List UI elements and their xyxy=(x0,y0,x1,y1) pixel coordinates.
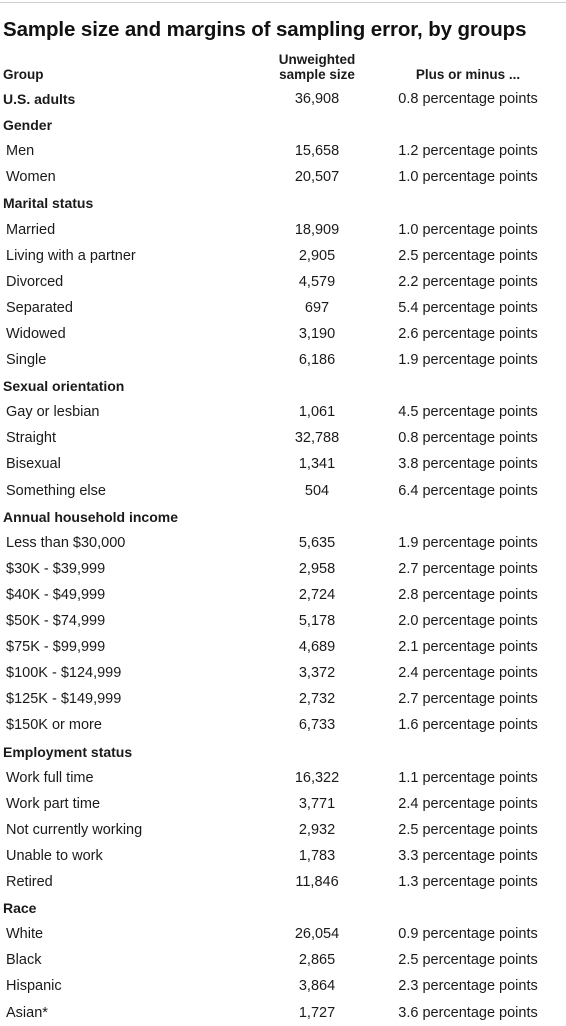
sample-size-value: 3,372 xyxy=(298,665,336,682)
margin-of-error-value: 1.9 percentage points xyxy=(398,534,538,551)
section-header xyxy=(0,739,566,765)
margin-of-error-value: 1.9 percentage points xyxy=(398,352,538,368)
margin-of-error-value: 2.7 percentage points xyxy=(398,691,538,708)
margin-of-error-value: 2.5 percentage points xyxy=(398,952,538,969)
table-row xyxy=(0,530,566,556)
sample-size-value: 20,507 xyxy=(294,169,340,186)
column-header-group: Group xyxy=(3,67,44,82)
margin-of-error-value: 6.4 percentage points xyxy=(398,482,538,499)
sample-size-value: 18,909 xyxy=(294,221,340,238)
group-label: Straight xyxy=(6,430,56,447)
table-row xyxy=(0,164,566,190)
margin-of-error-value: 2.5 percentage points xyxy=(398,247,538,264)
group-label: $125K - $149,999 xyxy=(6,691,122,708)
table-row xyxy=(0,425,566,451)
column-header-sample-size xyxy=(247,52,387,82)
group-label: Separated xyxy=(6,299,73,316)
section-header xyxy=(0,112,566,138)
margin-of-error-value: 1.3 percentage points xyxy=(398,874,538,890)
table-row xyxy=(0,634,566,660)
margin-of-error-value: 5.4 percentage points xyxy=(398,299,538,316)
section-header xyxy=(0,190,566,216)
table-row xyxy=(0,947,566,973)
table-row xyxy=(0,582,566,608)
table-row xyxy=(0,556,566,582)
sample-size-value: 697 xyxy=(304,299,330,316)
table-row xyxy=(0,138,566,164)
section-label: Race xyxy=(3,900,37,917)
table-row xyxy=(0,660,566,686)
sample-size-value: 2,932 xyxy=(298,821,336,838)
group-label: Unable to work xyxy=(6,847,103,864)
group-label: Men xyxy=(6,143,35,160)
sample-size-value: 5,178 xyxy=(298,613,336,629)
group-label: Single xyxy=(6,352,47,368)
margin-of-error-value: 3.3 percentage points xyxy=(398,847,538,864)
table-row xyxy=(0,973,566,999)
table-row xyxy=(0,269,566,295)
margin-of-error-value: 3.6 percentage points xyxy=(398,1004,538,1021)
margin-of-error-value: 4.5 percentage points xyxy=(398,404,538,421)
sample-size-value: 2,905 xyxy=(298,247,336,264)
sample-size-value: 1,061 xyxy=(298,404,336,421)
sample-size-value: 6,186 xyxy=(298,352,336,368)
total-row xyxy=(0,86,566,112)
margin-of-error-value: 2.8 percentage points xyxy=(398,586,538,603)
page-title: Sample size and margins of sampling error, by groups xyxy=(3,18,527,41)
group-label: Divorced xyxy=(6,273,64,290)
section-header xyxy=(0,895,566,921)
group-label: Gay or lesbian xyxy=(6,404,100,421)
sample-size-value: 4,579 xyxy=(298,273,336,290)
margin-of-error-value: 2.2 percentage points xyxy=(398,273,538,290)
table-row xyxy=(0,321,566,347)
margin-of-error-value: 2.0 percentage points xyxy=(398,613,538,629)
group-label: $150K or more xyxy=(6,717,102,734)
margin-of-error-value: 0.8 percentage points xyxy=(398,91,538,107)
sample-size-value: 504 xyxy=(304,482,330,499)
sample-size-value: 2,732 xyxy=(298,691,336,708)
table-row xyxy=(0,712,566,738)
sample-size-value: 3,771 xyxy=(298,795,336,812)
margin-of-error-value: 2.3 percentage points xyxy=(398,978,538,995)
group-label: $30K - $39,999 xyxy=(6,560,106,577)
sample-size-value: 1,783 xyxy=(298,847,336,864)
group-label: $50K - $74,999 xyxy=(6,613,106,629)
top-divider xyxy=(0,2,566,3)
margin-of-error-value: 1.2 percentage points xyxy=(398,143,538,160)
table-row xyxy=(0,608,566,634)
table-row xyxy=(0,686,566,712)
group-label: Not currently working xyxy=(6,821,143,838)
sample-size-value: 5,635 xyxy=(298,534,336,551)
margin-of-error-value: 1.0 percentage points xyxy=(398,221,538,238)
sample-size-value: 3,190 xyxy=(298,325,336,342)
margin-of-error-value: 3.8 percentage points xyxy=(398,456,538,473)
sample-size-value: 1,341 xyxy=(298,456,336,473)
sample-size-value: 11,846 xyxy=(295,874,339,890)
sample-size-value: 1,727 xyxy=(298,1004,336,1021)
column-header-sample-line2: sample size xyxy=(279,67,355,82)
sample-size-value: 4,689 xyxy=(298,639,336,656)
table-row xyxy=(0,451,566,477)
table-row xyxy=(0,1000,566,1026)
group-label: Living with a partner xyxy=(6,247,136,264)
table-row xyxy=(0,765,566,791)
table-row xyxy=(0,817,566,843)
group-label: Married xyxy=(6,221,56,238)
section-label: Gender xyxy=(3,117,53,134)
group-label: $100K - $124,999 xyxy=(6,665,122,682)
group-label: Asian* xyxy=(6,1004,48,1021)
table-row xyxy=(0,791,566,817)
table-header xyxy=(0,52,566,86)
group-label: Women xyxy=(6,169,56,186)
margin-of-error-value: 1.6 percentage points xyxy=(398,717,538,734)
table-row xyxy=(0,243,566,269)
section-label: Marital status xyxy=(3,195,94,212)
margin-of-error-value: 2.1 percentage points xyxy=(398,639,538,656)
group-label: U.S. adults xyxy=(3,91,76,107)
table-row xyxy=(0,478,566,504)
group-label: Less than $30,000 xyxy=(6,534,126,551)
sample-size-value: 15,658 xyxy=(294,143,340,160)
margin-of-error-value: 0.9 percentage points xyxy=(398,926,538,943)
column-header-margin: Plus or minus ... xyxy=(415,67,521,82)
sample-size-value: 3,864 xyxy=(298,978,336,995)
section-header xyxy=(0,504,566,530)
sample-size-value: 6,733 xyxy=(298,717,336,734)
table-row xyxy=(0,399,566,425)
group-label: Something else xyxy=(6,482,106,499)
group-label: Hispanic xyxy=(6,978,62,995)
sample-size-value: 2,958 xyxy=(298,560,336,577)
table-row xyxy=(0,347,566,373)
column-header-sample-line1: Unweighted xyxy=(278,52,356,67)
table-row xyxy=(0,217,566,243)
group-label: Black xyxy=(6,952,42,969)
sample-size-value: 32,788 xyxy=(294,430,340,447)
group-label: $40K - $49,999 xyxy=(6,586,106,603)
section-label: Annual household income xyxy=(3,508,179,525)
margin-of-error-value: 1.0 percentage points xyxy=(398,169,538,186)
group-label: $75K - $99,999 xyxy=(6,639,106,656)
margin-of-error-value: 2.7 percentage points xyxy=(398,560,538,577)
group-label: Retired xyxy=(6,874,53,890)
sample-size-value: 2,724 xyxy=(298,586,336,603)
section-label: Sexual orientation xyxy=(3,378,125,395)
group-label: White xyxy=(6,926,44,943)
group-label: Bisexual xyxy=(6,456,61,473)
sample-size-value: 16,322 xyxy=(294,769,340,786)
margin-of-error-value: 2.4 percentage points xyxy=(398,795,538,812)
sample-size-value: 2,865 xyxy=(298,952,336,969)
margin-of-error-value: 2.6 percentage points xyxy=(398,325,538,342)
margin-of-error-value: 2.4 percentage points xyxy=(398,665,538,682)
group-label: Work part time xyxy=(6,795,101,812)
margin-of-error-value: 0.8 percentage points xyxy=(398,430,538,447)
section-label: Employment status xyxy=(3,743,133,760)
table-row xyxy=(0,921,566,947)
section-header xyxy=(0,373,566,399)
table-row xyxy=(0,295,566,321)
group-label: Work full time xyxy=(6,769,94,786)
sample-size-value: 26,054 xyxy=(294,926,340,943)
sample-size-value: 36,908 xyxy=(294,91,340,107)
table-row xyxy=(0,843,566,869)
table-row xyxy=(0,869,566,895)
group-label: Widowed xyxy=(6,325,66,342)
margin-of-error-value: 1.1 percentage points xyxy=(398,769,538,786)
margin-of-error-value: 2.5 percentage points xyxy=(398,821,538,838)
